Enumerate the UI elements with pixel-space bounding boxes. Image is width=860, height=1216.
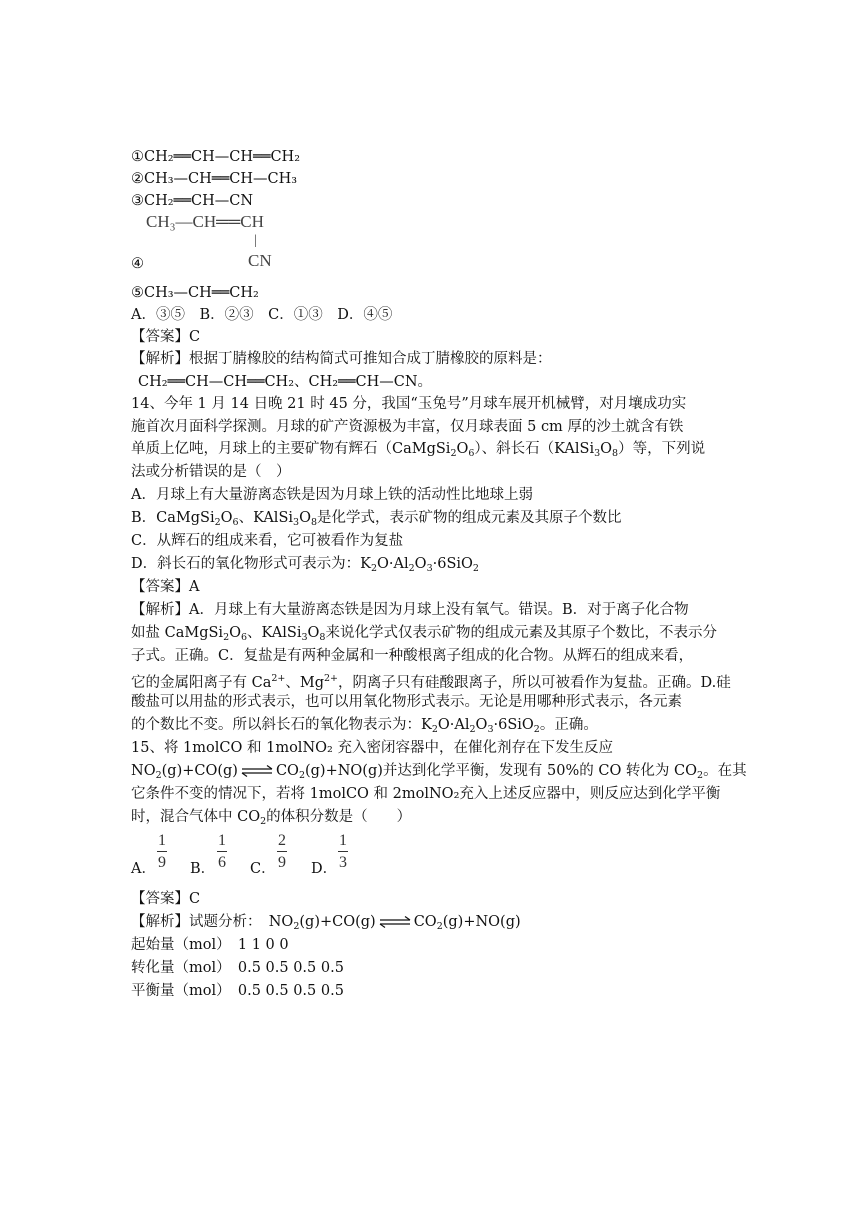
q13-option-1: ①CH₂══CH—CH══CH₂ (131, 149, 301, 165)
choice-b-label: B． (190, 861, 216, 877)
q15-row-change: 转化量（mol） 0.5 0.5 0.5 0.5 (131, 960, 344, 976)
q13-choices: A．③⑤ B．②③ C．①③ D．④⑤ (131, 307, 393, 323)
q14-option-d: D．斜长石的氧化物形式可表示为：$K_2O\cdot Al_2O_3\cdot 6SiO_2$ (131, 556, 479, 574)
q14-analysis-3: 子式。正确。C．复盐是有两种金属和一种酸根离子组成的化合物。从辉石的组成来看， (131, 648, 694, 664)
q14-option-a: A．月球上有大量游离态铁是因为月球上铁的活动性比地球上弱 (131, 487, 533, 503)
equilibrium-arrow-icon (240, 764, 274, 778)
structure-bottom: CN (248, 251, 272, 270)
q13-analysis-2: CH₂══CH—CH══CH₂、CH₂══CH—CN。 (138, 374, 433, 390)
q15-stem-1: 15、将 1molCO 和 1molNO₂ 充入密闭容器中，在催化剂存在下发生反应 (131, 740, 613, 756)
q13-option-5: ⑤CH₃—CH══CH₂ (131, 285, 259, 301)
choice-b-fraction: 1 6 (218, 832, 226, 871)
choice-c-label: C． (250, 861, 276, 877)
q14-analysis-1: 【解析】A．月球上有大量游离态铁是因为月球上没有氧气。错误。B．对于离子化合物 (131, 602, 689, 618)
q13-option-3: ③CH₂══CH—CN (131, 193, 254, 209)
q14-stem-1: 14、今年 1 月 14 日晚 21 时 45 分，我国“玉兔号”月球车展开机械臂，对月壤成功实 (131, 396, 687, 412)
q14-analysis-5: 酸盐可以用盐的形式表示，也可以用氧化物形式表示。无论是用哪种形式表示，各元素 (131, 694, 682, 710)
q14-stem-2: 施首次月面科学探测。月球的矿产资源极为丰富，仅月球表面 5 cm 厚的沙土就含有铁 (131, 419, 684, 435)
q15-stem-3: 它条件不变的情况下，若将 1molCO 和 2molNO₂充入上述反应器中，则反应达到化学平衡 (131, 786, 721, 802)
q14-answer: 【答案】A (131, 579, 200, 595)
equilibrium-arrow-icon (378, 915, 412, 929)
q15-stem-4: 时，混合气体中 $CO_2$的体积分数是（ ） (131, 809, 412, 827)
q15-analysis-1: 【解析】试题分析： $NO_2(g)+CO(g)$ $CO_2(g)+NO(g)$ (131, 914, 521, 932)
choice-c-fraction: 2 9 (278, 832, 286, 871)
q14-option-c: C．从辉石的组成来看，它可被看作为复盐 (131, 533, 404, 549)
choice-a-label: A． (131, 861, 156, 877)
q14-stem-4: 法或分析错误的是（ ） (131, 464, 291, 480)
q14-analysis-2: 如盐 $CaMgSi_2O_6$、$KAlSi_3O_8$来说化学式仅表示矿物的组成元素及其原子个数比，不表示分 (131, 625, 717, 643)
structure-bond: | (254, 233, 257, 248)
structure-label: ④ (131, 256, 144, 272)
choice-d-label: D． (311, 861, 338, 877)
q14-stem-3: 单质上亿吨，月球上的主要矿物有辉石$(CaMgSi_2O_6)$、斜长石$(KAlSi_3O_8)$等，下列说 (131, 441, 706, 459)
q13-option-2: ②CH₃—CH══CH—CH₃ (131, 171, 298, 187)
q14-analysis-4: 它的金属阳离子有 $Ca^{2+}$、$Mg^{2+}$，阴离子只有硅酸跟离子，所以可被看作为复盐。正确。D.硅 (131, 673, 731, 691)
q14-analysis-6: 的个数比不变。所以斜长石的氧化物表示为：$K_2O\cdot Al_2O_3\cdot 6SiO_2$。正确。 (131, 717, 598, 735)
q14-option-b: B．$CaMgSi_2O_6$、$KAlSi_3O_8$是化学式，表示矿物的组成元素及其原子个数比 (131, 510, 622, 528)
q15-row-equilibrium: 平衡量（mol） 0.5 0.5 0.5 0.5 (131, 983, 344, 999)
choice-d-fraction: 1 3 (339, 832, 347, 871)
q15-row-initial: 起始量（mol） 1 1 0 0 (131, 937, 289, 953)
choice-a-fraction: 1 9 (158, 832, 166, 871)
q13-answer: 【答案】C (131, 329, 201, 345)
q15-stem-2: $NO_2(g)+CO(g)$ $CO_2(g)+NO(g)$并达到化学平衡，发现有 50%的 CO 转化为 $CO_2$。在其 (131, 763, 747, 781)
q13-analysis-1: 【解析】根据丁腈橡胶的结构简式可推知合成丁腈橡胶的原料是： (131, 351, 552, 367)
structure-top: CH₃—CH══CH (146, 212, 264, 231)
q15-answer: 【答案】C (131, 891, 201, 907)
